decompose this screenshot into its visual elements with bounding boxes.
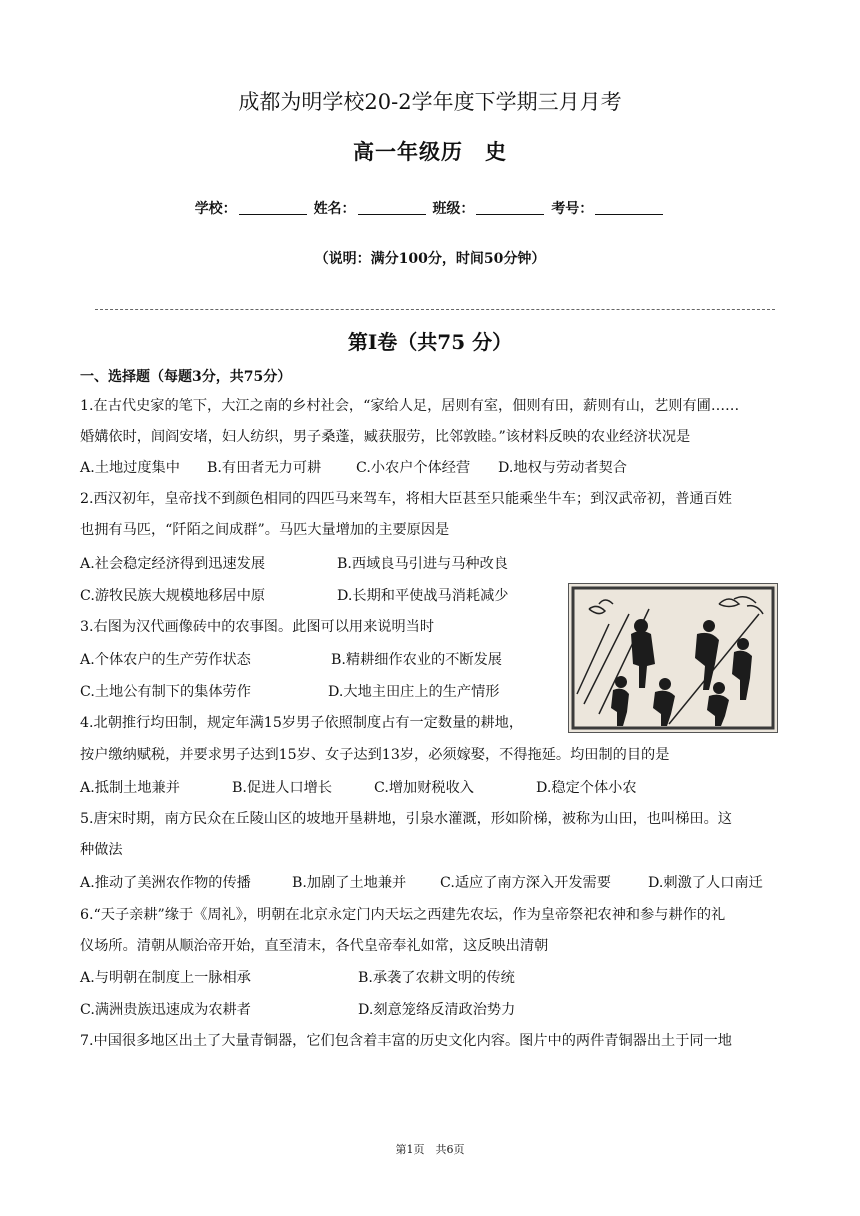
q7-stem-line-1: 7.中国很多地区出土了大量青铜器，它们包含着丰富的历史文化内容。图片中的两件青铜器出土于同一地 [80,1033,732,1049]
q3-option-b[interactable]: B.精耕细作农业的不断发展 [331,652,502,668]
q5-option-b[interactable]: B.加剧了土地兼并 [292,875,407,891]
q6-option-d[interactable]: D.刻意笼络反清政治势力 [358,1002,516,1018]
q4-option-b[interactable]: B.促进人口增长 [232,780,333,796]
q6-option-b[interactable]: B.承袭了农耕文明的传统 [358,970,515,986]
q1-stem-line-2: 婚媾依时，闾阎安堵，妇人纺织，男子桑蓬，臧获服劳，比邻敦睦。”该材料反映的农业经济状况是 [80,429,691,445]
han-brick-farming-picture [568,583,778,733]
q2-option-c[interactable]: C.游牧民族大规模地移居中原 [80,588,266,604]
q6-stem-line-2: 仪场所。清朝从顺治帝开始，直至清末，各代皇帝奉礼如常，这反映出清朝 [80,938,549,954]
section-title: 一、选择题（每题3分，共75分） [80,369,292,385]
exam-number-blank[interactable] [595,200,663,215]
student-info-fields [0,198,860,218]
q2-option-b[interactable]: B.西域良马引进与马种改良 [337,556,508,572]
q1-option-d[interactable]: D.地权与劳动者契合 [498,460,627,476]
q4-option-c[interactable]: C.增加财税收入 [374,780,474,796]
name-label: 姓名： [313,201,356,217]
q2-option-d[interactable]: D.长期和平使战马消耗减少 [337,588,509,604]
school-label: 学校： [194,201,237,217]
q2-option-a[interactable]: A.社会稳定经济得到迅速发展 [80,556,266,572]
school-blank[interactable] [239,200,307,215]
q2-stem-line-1: 2.西汉初年，皇帝找不到颜色相同的四匹马来驾车，将相大臣甚至只能乘坐牛车；到汉武帝初，普通百姓 [80,491,732,507]
dashed-divider [95,309,775,310]
subject-title: 高一年级历 史 [353,139,507,164]
q3-option-c[interactable]: C.土地公有制下的集体劳作 [80,684,251,700]
q3-stem-line-1: 3.右图为汉代画像砖中的农事图。此图可以用来说明当时 [80,619,435,635]
page-footer: 第1页 共6页 [395,1143,465,1156]
q2-stem-line-2: 也拥有马匹，“阡陌之间成群”。马匹大量增加的主要原因是 [80,522,450,538]
q4-option-d[interactable]: D.稳定个体小农 [536,780,637,796]
exam-note: （说明：满分100分，时间50分钟） [314,251,546,267]
class-label: 班级： [432,201,475,217]
q3-option-d[interactable]: D.大地主田庄上的生产情形 [328,684,500,700]
q1-option-b[interactable]: B.有田者无力可耕 [207,460,322,476]
q5-option-a[interactable]: A.推动了美洲农作物的传播 [80,875,251,891]
exam-number-label: 考号： [551,201,594,217]
q1-stem-line-1: 1.在古代史家的笔下，大江之南的乡村社会，“家给人足，居则有室，佃则有田，薪则有山，艺则有圃…… [80,398,740,414]
class-blank[interactable] [476,200,544,215]
q1-option-c[interactable]: C.小农户个体经营 [356,460,471,476]
q4-stem-line-2: 按户缴纳赋税，并要求男子达到15岁、女子达到13岁，必须嫁娶，不得拖延。均田制的目的是 [80,747,670,763]
part-title: 第Ⅰ卷（共75 分） [347,330,513,354]
q3-option-a[interactable]: A.个体农户的生产劳作状态 [80,652,251,668]
q5-option-c[interactable]: C.适应了南方深入开发需要 [440,875,611,891]
q6-stem-line-1: 6.“天子亲耕”缘于《周礼》，明朝在北京永定门内天坛之西建先农坛，作为皇帝祭祀农神和参与耕作的礼 [80,907,726,923]
q1-option-a[interactable]: A.土地过度集中 [80,460,180,476]
q4-stem-line-1: 4.北朝推行均田制，规定年满15岁男子依照制度占有一定数量的耕地， [80,715,524,731]
q5-stem-line-2: 种做法 [80,842,123,858]
q6-option-c[interactable]: C.满洲贵族迅速成为农耕者 [80,1002,251,1018]
exam-title: 成都为明学校20-2学年度下学期三月月考 [238,90,622,114]
name-blank[interactable] [358,200,426,215]
q4-option-a[interactable]: A.抵制土地兼并 [80,780,180,796]
q5-stem-line-1: 5.唐宋时期，南方民众在丘陵山区的坡地开垦耕地，引泉水灌溉，形如阶梯，被称为山田，也叫梯田。这 [80,811,732,827]
q6-option-a[interactable]: A.与明朝在制度上一脉相承 [80,970,251,986]
q5-option-d[interactable]: D.刺激了人口南迁 [648,875,763,891]
